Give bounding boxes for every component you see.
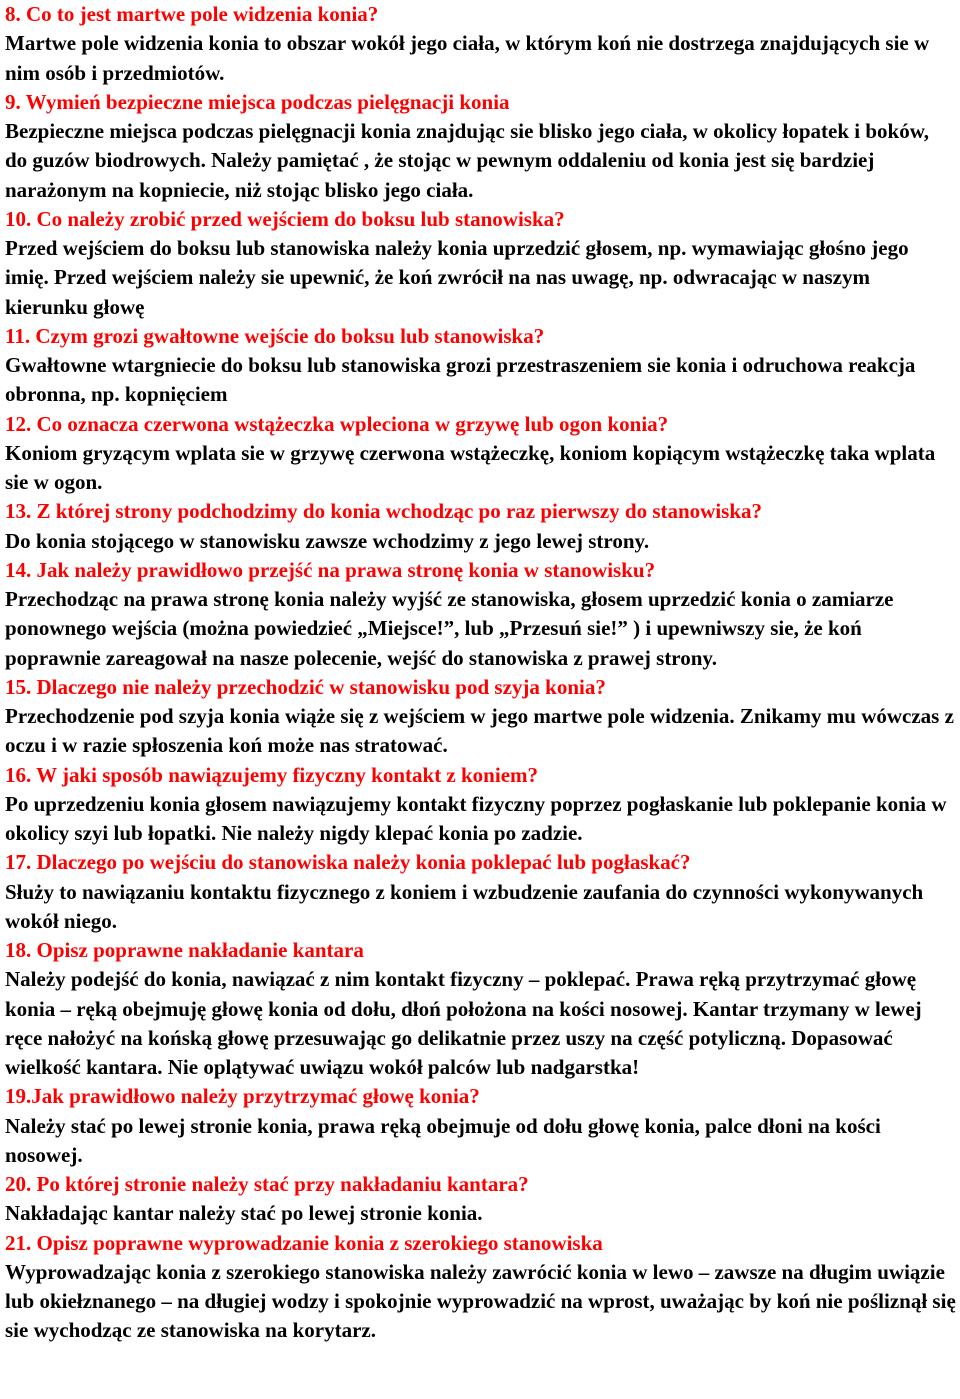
answer-14: Przechodząc na prawa stronę konia należy wyjść ze stanowiska, głosem uprzedzić konia o zamiarze ponownego wejścia (można powiedzieć „Miejsce!”, lub „Przesuń sie!” ) i upewniwszy sie, że koń poprawnie zareagował na nasze polecenie, wejść do stanowiska z prawej strony. [5, 587, 894, 670]
answer-20: Nakładając kantar należy stać po lewej stronie konia. [5, 1201, 483, 1226]
answer-19: Należy stać po lewej stronie konia, prawa ręką obejmuje od dołu głowę konia, palce dłoni na kości nosowej. [5, 1113, 881, 1167]
qa-item-21 [5, 1229, 956, 1346]
question-11: 11. Czym grozi gwałtowne wejście do boksu lub stanowiska? [5, 323, 545, 348]
answer-18: Należy podejść do konia, nawiązać z nim kontakt fizyczny – poklepać. Prawa ręką przytrzymać głowę konia – ręką obejmuję głowę konia od dołu, dłoń położona na kości nosowej. Kantar trzymany w lewej ręce nałożyć na końską głowę przesuwając go delikatnie przez uszy na część potyliczną. Dopasować wielkość kantara. Nie oplątywać uwiązu wokół palców lub nadgarstka! [5, 967, 922, 1079]
question-21: 21. Opisz poprawne wyprowadzanie konia z szerokiego stanowiska [5, 1230, 603, 1255]
question-13: 13. Z której strony podchodzimy do konia wchodząc po raz pierwszy do stanowiska? [5, 499, 763, 524]
qa-item-11 [5, 322, 956, 410]
qa-item-14 [5, 556, 956, 673]
qa-item-10 [5, 205, 956, 322]
answer-13: Do konia stojącego w stanowisku zawsze wchodzimy z jego lewej strony. [5, 528, 650, 553]
answer-8: Martwe pole widzenia konia to obszar wokół jego ciała, w którym koń nie dostrzega znajdujących sie w nim osób i przedmiotów. [5, 31, 930, 85]
answer-12: Koniom gryzącym wplata sie w grzywę czerwona wstążeczkę, koniom kopiącym wstążeczkę taka wplata sie w ogon. [5, 440, 936, 494]
qa-item-15 [5, 673, 956, 761]
qa-item-20 [5, 1170, 956, 1229]
question-8: 8. Co to jest martwe pole widzenia konia? [5, 2, 379, 26]
question-20: 20. Po której stronie należy stać przy nakładaniu kantara? [5, 1172, 529, 1196]
question-16: 16. W jaki sposób nawiązujemy fizyczny kontakt z koniem? [5, 762, 539, 787]
answer-10: Przed wejściem do boksu lub stanowiska należy konia uprzedzić głosem, np. wymawiając głośno jego imię. Przed wejściem należy sie upewnić, że koń zwrócił na nas uwagę, np. odwracając w naszym kierunku głowę [5, 236, 909, 319]
qa-item-13 [5, 497, 956, 556]
question-14: 14. Jak należy prawidłowo przejść na prawa stronę konia w stanowisku? [5, 557, 656, 582]
answer-15: Przechodzenie pod szyja konia wiąże się z wejściem w jego martwe pole widzenia. Znikamy mu wówczas z oczu i w razie spłoszenia koń może nas stratować. [5, 704, 954, 758]
question-9: 9. Wymień bezpieczne miejsca podczas pielęgnacji konia [5, 89, 510, 114]
question-12: 12. Co oznacza czerwona wstążeczka wpleciona w grzywę lub ogon konia? [5, 411, 669, 436]
qa-item-16 [5, 761, 956, 849]
qa-item-8 [5, 0, 956, 88]
qa-item-18 [5, 936, 956, 1082]
question-15: 15. Dlaczego nie należy przechodzić w stanowisku pod szyja konia? [5, 674, 606, 699]
answer-21: Wyprowadzając konia z szerokiego stanowiska należy zawrócić konia w lewo – zawsze na długim uwiązie lub okiełznanego – na długiej wodzy i spokojnie wyprowadzić na wprost, uważając by koń nie pośliznął się sie wychodząc ze stanowiska na korytarz. [5, 1259, 956, 1343]
question-10: 10. Co należy zrobić przed wejściem do boksu lub stanowiska? [5, 206, 565, 231]
answer-17: Służy to nawiązaniu kontaktu fizycznego z koniem i wzbudzenie zaufania do czynności wykonywanych wokół niego. [5, 879, 924, 933]
answer-9: Bezpieczne miejsca podczas pielęgnacji konia znajdując sie blisko jego ciała, w okolicy łopatek i boków, do guzów biodrowych. Należy pamiętać , że stojąc w pewnym oddaleniu od konia jest się bardziej narażonym na kopniecie, niż stojąc blisko jego ciała. [5, 119, 929, 202]
qa-item-9 [5, 88, 956, 205]
answer-16: Po uprzedzeniu konia głosem nawiązujemy kontakt fizyczny poprzez pogłaskanie lub poklepanie konia w okolicy szyi lub łopatki. Nie należy nigdy klepać konia po zadzie. [5, 791, 947, 845]
qa-item-19 [5, 1082, 956, 1170]
question-19: 19.Jak prawidłowo należy przytrzymać głowę konia? [5, 1084, 480, 1109]
qa-item-12 [5, 410, 956, 498]
answer-11: Gwałtowne wtargniecie do boksu lub stanowiska grozi przestraszeniem sie konia i odruchowa reakcja obronna, np. kopnięciem [5, 353, 916, 407]
question-17: 17. Dlaczego po wejściu do stanowiska należy konia poklepać lub pogłaskać? [5, 850, 691, 875]
question-18: 18. Opisz poprawne nakładanie kantara [5, 938, 364, 962]
qa-item-17 [5, 848, 956, 936]
